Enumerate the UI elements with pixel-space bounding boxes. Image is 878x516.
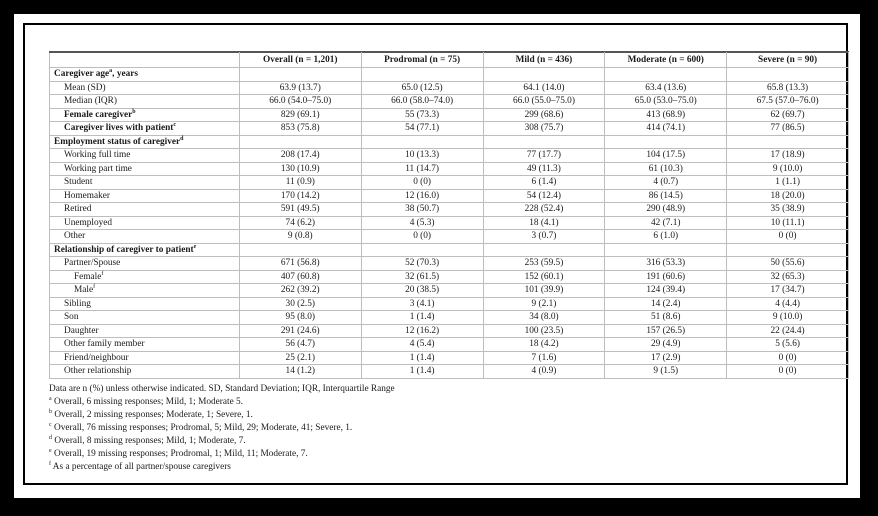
document-sheet — [14, 14, 860, 498]
table-cell: 12 (16.0) — [361, 189, 483, 203]
row-label-text: Other relationship — [64, 366, 132, 376]
row-label — [50, 243, 240, 257]
table-cell: 0 (0) — [727, 351, 849, 365]
table-cell: 77 (86.5) — [727, 122, 849, 136]
table-section-row — [50, 68, 849, 82]
table-cell: 0 (0) — [727, 365, 849, 379]
footnote-text: Overall, 8 missing responses; Mild, 1; Moderate, 7. — [52, 435, 246, 446]
table-cell: 4 (0.9) — [483, 365, 605, 379]
table-cell: 170 (14.2) — [239, 189, 361, 203]
table-cell: 5 (5.6) — [727, 338, 849, 352]
row-label — [50, 95, 240, 109]
table-row — [50, 297, 849, 311]
row-label-text: Student — [64, 177, 93, 187]
table-content — [49, 39, 849, 474]
table-cell: 17 (18.9) — [727, 149, 849, 163]
table-cell: 66.0 (58.0–74.0) — [361, 95, 483, 109]
caregiver-characteristics-table — [49, 52, 849, 379]
table-cell: 10 (11.1) — [727, 216, 849, 230]
table-row — [50, 95, 849, 109]
table-row — [50, 176, 849, 190]
table-cell: 65.0 (53.0–75.0) — [605, 95, 727, 109]
row-label — [50, 257, 240, 271]
table-top-rule — [49, 39, 849, 52]
row-label-text: Female — [74, 271, 102, 282]
table-cell — [361, 135, 483, 149]
table-cell: 407 (60.8) — [239, 270, 361, 284]
table-cell: 30 (2.5) — [239, 297, 361, 311]
table-cell — [483, 243, 605, 257]
row-label-text: Other — [64, 231, 86, 241]
row-label-text: Sibling — [64, 298, 91, 309]
header-label-cell — [50, 53, 240, 68]
table-cell: 7 (1.6) — [483, 351, 605, 365]
table-row — [50, 338, 849, 352]
table-cell: 291 (24.6) — [239, 324, 361, 338]
row-label-text: Mean (SD) — [64, 82, 106, 93]
row-label — [50, 351, 240, 365]
table-cell: 4 (0.7) — [605, 176, 727, 190]
footnote — [49, 461, 849, 474]
header-moderate: Moderate (n = 600) — [605, 53, 727, 68]
table-cell: 0 (0) — [361, 230, 483, 244]
footnote-marker: e — [49, 447, 52, 454]
table-cell: 1 (1.4) — [361, 365, 483, 379]
row-label-text: Working part time — [64, 163, 132, 174]
table-cell: 29 (4.9) — [605, 338, 727, 352]
table-cell: 52 (70.3) — [361, 257, 483, 271]
table-cell: 101 (39.9) — [483, 284, 605, 298]
table-cell: 671 (56.8) — [239, 257, 361, 271]
table-cell: 124 (39.4) — [605, 284, 727, 298]
table-cell: 308 (75.7) — [483, 122, 605, 136]
table-cell: 0 (0) — [727, 230, 849, 244]
table-cell — [239, 243, 361, 257]
table-cell: 130 (10.9) — [239, 162, 361, 176]
table-cell: 67.5 (57.0–76.0) — [727, 95, 849, 109]
table-cell: 11 (0.9) — [239, 176, 361, 190]
table-row — [50, 257, 849, 271]
table-cell: 65.0 (12.5) — [361, 81, 483, 95]
table-cell: 9 (1.5) — [605, 365, 727, 379]
row-label — [50, 149, 240, 163]
row-label — [50, 216, 240, 230]
footnote-marker: c — [173, 121, 177, 128]
footnote — [49, 435, 849, 448]
table-cell — [727, 68, 849, 82]
row-label-text: Homemaker — [64, 190, 110, 201]
table-row — [50, 149, 849, 163]
row-label — [50, 297, 240, 311]
table-cell: 61 (10.3) — [605, 162, 727, 176]
table-section-row — [50, 135, 849, 149]
table-cell: 253 (59.5) — [483, 257, 605, 271]
table-cell: 34 (8.0) — [483, 311, 605, 325]
table-cell: 18 (4.1) — [483, 216, 605, 230]
row-label-text: Median (IQR) — [64, 96, 117, 106]
table-row — [50, 365, 849, 379]
row-label-text: Caregiver lives with patient — [64, 123, 174, 133]
table-cell: 74 (6.2) — [239, 216, 361, 230]
row-label — [50, 108, 240, 122]
footnote-marker: e — [193, 243, 197, 250]
table-cell: 54 (12.4) — [483, 189, 605, 203]
row-label — [50, 284, 240, 298]
header-overall: Overall (n = 1,201) — [239, 53, 361, 68]
table-cell: 49 (11.3) — [483, 162, 605, 176]
footnote-marker: d — [49, 434, 52, 441]
table-cell: 316 (53.3) — [605, 257, 727, 271]
row-label — [50, 162, 240, 176]
table-cell: 9 (2.1) — [483, 297, 605, 311]
table-row — [50, 324, 849, 338]
table-cell: 1 (1.4) — [361, 351, 483, 365]
row-label-text: Working full time — [64, 150, 131, 160]
table-cell: 191 (60.6) — [605, 270, 727, 284]
row-label — [50, 68, 240, 82]
table-cell: 152 (60.1) — [483, 270, 605, 284]
table-cell: 3 (4.1) — [361, 297, 483, 311]
table-cell: 65.8 (13.3) — [727, 81, 849, 95]
footnote-marker: f — [93, 283, 96, 290]
header-severe: Severe (n = 90) — [727, 53, 849, 68]
table-cell: 413 (68.9) — [605, 108, 727, 122]
table-row — [50, 216, 849, 230]
table-cell: 1 (1.4) — [361, 311, 483, 325]
row-label-text: Friend/neighbour — [64, 352, 129, 363]
table-cell: 12 (16.2) — [361, 324, 483, 338]
table-cell: 17 (34.7) — [727, 284, 849, 298]
table-row — [50, 351, 849, 365]
footnote-marker: f — [49, 460, 51, 467]
table-row — [50, 189, 849, 203]
row-label — [50, 311, 240, 325]
table-row — [50, 108, 849, 122]
table-cell: 3 (0.7) — [483, 230, 605, 244]
table-cell: 100 (23.5) — [483, 324, 605, 338]
table-cell: 63.9 (13.7) — [239, 81, 361, 95]
table-row — [50, 230, 849, 244]
table-cell: 17 (2.9) — [605, 351, 727, 365]
footnote-marker: c — [49, 421, 52, 428]
table-cell — [239, 135, 361, 149]
row-label — [50, 122, 240, 136]
table-cell: 290 (48.9) — [605, 203, 727, 217]
table-cell: 591 (49.5) — [239, 203, 361, 217]
table-row — [50, 81, 849, 95]
footnote-marker: f — [101, 270, 104, 277]
footnote-marker: b — [49, 408, 52, 415]
table-cell: 66.0 (55.0–75.0) — [483, 95, 605, 109]
row-label-text: Employment status of caregiver — [54, 136, 181, 147]
row-label-text: Caregiver age — [54, 69, 110, 79]
table-row — [50, 162, 849, 176]
table-body — [50, 68, 849, 379]
table-cell: 157 (26.5) — [605, 324, 727, 338]
footnote-intro: Data are n (%) unless otherwise indicated. SD, Standard Deviation; IQR, Interquartile Range — [49, 383, 395, 394]
table-row — [50, 203, 849, 217]
table-row — [50, 311, 849, 325]
table-cell: 22 (24.4) — [727, 324, 849, 338]
footnote-marker: a — [49, 395, 52, 402]
footnote — [49, 448, 849, 461]
row-label-text: Partner/Spouse — [64, 258, 121, 268]
table-cell: 853 (75.8) — [239, 122, 361, 136]
row-label-text: Retired — [64, 204, 92, 214]
table-cell: 14 (1.2) — [239, 365, 361, 379]
table-cell: 25 (2.1) — [239, 351, 361, 365]
table-row — [50, 270, 849, 284]
table-cell: 262 (39.2) — [239, 284, 361, 298]
table-cell: 20 (38.5) — [361, 284, 483, 298]
row-label — [50, 203, 240, 217]
table-cell: 9 (0.8) — [239, 230, 361, 244]
table-row — [50, 122, 849, 136]
header-prodromal: Prodromal (n = 75) — [361, 53, 483, 68]
table-cell: 18 (20.0) — [727, 189, 849, 203]
table-cell: 35 (38.9) — [727, 203, 849, 217]
row-label — [50, 230, 240, 244]
footnote — [49, 409, 849, 422]
table-cell — [605, 68, 727, 82]
table-cell: 228 (52.4) — [483, 203, 605, 217]
footnote-list — [49, 396, 849, 474]
table-footnotes — [49, 383, 849, 474]
row-label-text: Other family member — [64, 339, 145, 349]
table-cell: 55 (73.3) — [361, 108, 483, 122]
header-mild: Mild (n = 436) — [483, 53, 605, 68]
table-cell: 77 (17.7) — [483, 149, 605, 163]
table-cell: 9 (10.0) — [727, 311, 849, 325]
table-cell — [727, 135, 849, 149]
table-cell: 32 (65.3) — [727, 270, 849, 284]
table-cell — [727, 243, 849, 257]
table-cell — [239, 68, 361, 82]
table-cell: 1 (1.1) — [727, 176, 849, 190]
table-cell: 829 (69.1) — [239, 108, 361, 122]
table-cell: 56 (4.7) — [239, 338, 361, 352]
table-cell: 38 (50.7) — [361, 203, 483, 217]
table-cell: 32 (61.5) — [361, 270, 483, 284]
table-cell: 6 (1.4) — [483, 176, 605, 190]
table-cell: 86 (14.5) — [605, 189, 727, 203]
table-cell: 208 (17.4) — [239, 149, 361, 163]
footnote — [49, 422, 849, 435]
row-label — [50, 135, 240, 149]
table-cell: 4 (4.4) — [727, 297, 849, 311]
table-cell — [361, 68, 483, 82]
table-cell: 11 (14.7) — [361, 162, 483, 176]
table-row — [50, 284, 849, 298]
footnote — [49, 396, 849, 409]
table-cell: 414 (74.1) — [605, 122, 727, 136]
table-cell: 4 (5.3) — [361, 216, 483, 230]
table-cell: 18 (4.2) — [483, 338, 605, 352]
table-cell: 4 (5.4) — [361, 338, 483, 352]
table-cell: 54 (77.1) — [361, 122, 483, 136]
table-cell — [483, 68, 605, 82]
footnote-marker: b — [132, 108, 136, 115]
table-cell: 10 (13.3) — [361, 149, 483, 163]
row-label-text: Relationship of caregiver to patient — [54, 244, 194, 255]
table-cell: 95 (8.0) — [239, 311, 361, 325]
table-section-row — [50, 243, 849, 257]
row-label — [50, 324, 240, 338]
table-cell — [483, 135, 605, 149]
row-label-text: Female caregiver — [64, 109, 133, 120]
footnote-text: As a percentage of all partner/spouse caregivers — [51, 461, 231, 472]
table-cell: 6 (1.0) — [605, 230, 727, 244]
table-cell: 42 (7.1) — [605, 216, 727, 230]
footnote-text: Overall, 19 missing responses; Prodromal, 1; Mild, 11; Moderate, 7. — [51, 448, 308, 459]
row-label-text: Son — [64, 312, 79, 322]
row-label — [50, 81, 240, 95]
table-cell: 299 (68.6) — [483, 108, 605, 122]
row-label-text: Unemployed — [64, 217, 113, 228]
table-cell: 9 (10.0) — [727, 162, 849, 176]
footnote-marker: d — [180, 135, 184, 142]
row-label — [50, 189, 240, 203]
table-cell: 14 (2.4) — [605, 297, 727, 311]
table-header-row — [50, 53, 849, 68]
table-cell — [605, 135, 727, 149]
table-cell: 0 (0) — [361, 176, 483, 190]
footnote-text: Overall, 2 missing responses; Moderate, 1; Severe, 1. — [52, 409, 253, 420]
table-cell: 63.4 (13.6) — [605, 81, 727, 95]
row-label-text: Male — [74, 285, 94, 295]
table-cell: 66.0 (54.0–75.0) — [239, 95, 361, 109]
table-cell: 62 (69.7) — [727, 108, 849, 122]
table-cell: 50 (55.6) — [727, 257, 849, 271]
table-cell: 104 (17.5) — [605, 149, 727, 163]
footnote-text: Overall, 76 missing responses; Prodromal, 5; Mild, 29; Moderate, 41; Severe, 1. — [51, 422, 353, 433]
row-label-suffix: , years — [112, 69, 138, 79]
row-label — [50, 270, 240, 284]
row-label — [50, 176, 240, 190]
table-border — [23, 23, 848, 485]
row-label — [50, 338, 240, 352]
table-cell: 64.1 (14.0) — [483, 81, 605, 95]
row-label-text: Daughter — [64, 325, 99, 336]
row-label — [50, 365, 240, 379]
footnote-text: Overall, 6 missing responses; Mild, 1; Moderate 5. — [51, 396, 244, 407]
footnote-marker: a — [109, 67, 113, 74]
table-cell: 51 (8.6) — [605, 311, 727, 325]
table-cell — [361, 243, 483, 257]
table-cell — [605, 243, 727, 257]
